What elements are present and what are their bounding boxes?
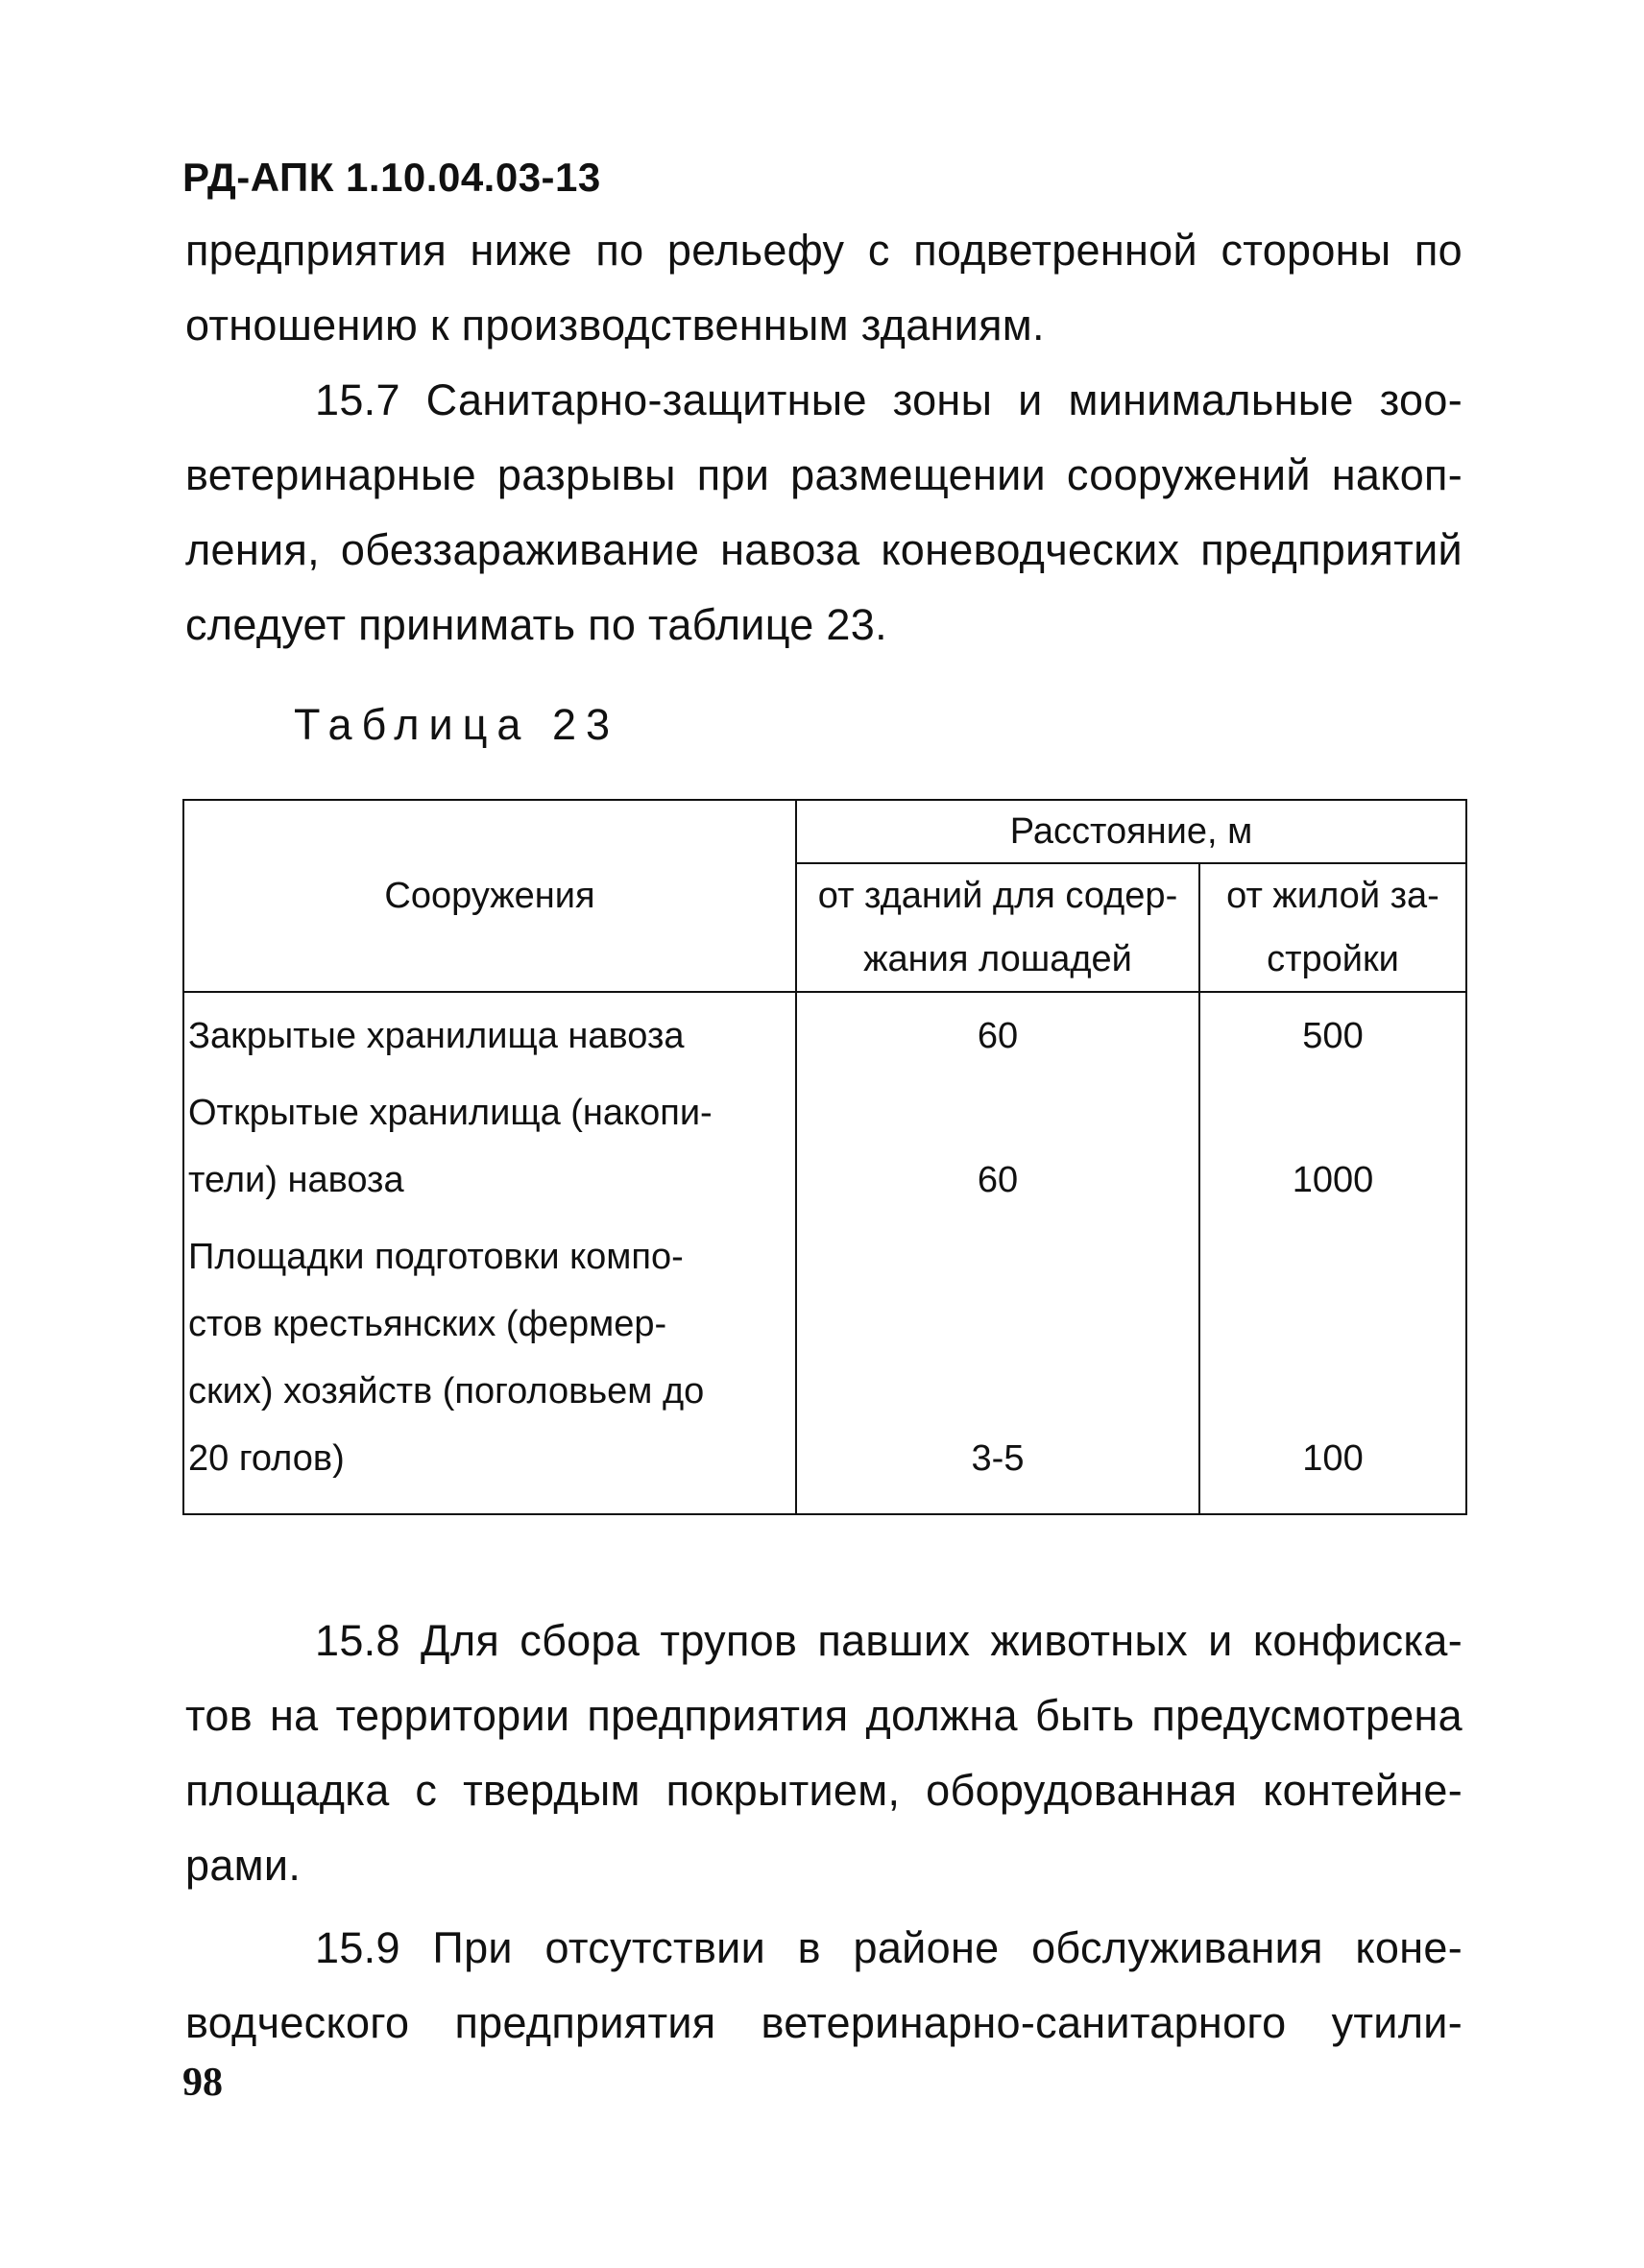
table-row [183,1070,1466,1214]
text-line: водческого предприятия ветеринарно-санитарного утили- [185,1998,1463,2047]
intro-paragraph [185,213,1463,363]
text-line: 15.7 Санитарно-защитные зоны и минимальные зоо- [315,375,1463,424]
cell-line: Открытые хранилища (накопи- [188,1093,713,1133]
header-line: от жилой за- [1226,876,1439,916]
text-line: площадка с твердым покрытием, оборудованная контейне- [185,1766,1463,1815]
column-header-structures: Сооружения [183,800,796,992]
cell-line: Закрытые хранилища навоза [188,1016,685,1056]
distance-from-buildings-cell: 60 [796,1070,1199,1214]
distance-table [182,799,1467,1515]
table-row [183,1214,1466,1514]
cell-line: стов крестьянских (фермер- [188,1304,667,1344]
structure-name-cell [183,1214,796,1514]
paragraph-15-8 [185,1604,1463,1903]
cell-line: ских) хозяйств (поголовьем до [188,1371,705,1411]
paragraph-15-7 [185,363,1463,663]
page-number: 98 [182,2061,223,2105]
distance-from-buildings-cell: 60 [796,992,1199,1070]
column-header-from-residential [1199,863,1466,992]
text-line: 15.9 При отсутствии в районе обслуживания коне- [315,1923,1463,1972]
distance-from-residential-cell: 1000 [1199,1070,1466,1214]
distance-from-residential-cell: 500 [1199,992,1466,1070]
cell-line: тели) навоза [188,1160,404,1200]
text-line: ления, обеззараживание навоза коневодческих предприятий [185,525,1463,574]
text-line: тов на территории предприятия должна быть предусмотрена [185,1691,1463,1740]
cell-line: Площадки подготовки компо- [188,1237,684,1277]
header-line: жания лошадей [863,939,1132,979]
document-code-header: РД-АПК 1.10.04.03-13 [182,155,601,200]
column-group-distance: Расстояние, м [796,800,1466,863]
table-row [183,992,1466,1070]
cell-line: 20 голов) [188,1438,345,1479]
text-line: предприятия ниже по рельефу с подветренной стороны по [185,226,1463,275]
text-line: следует принимать по таблице 23. [185,600,887,649]
header-line: стройки [1267,939,1399,979]
structure-name-cell [183,992,796,1070]
table-caption: Таблица 23 [294,700,619,749]
paragraph-15-9 [185,1911,1463,2061]
text-line: ветеринарные разрывы при размещении сооружений накоп- [185,450,1463,499]
distance-from-buildings-cell: 3-5 [796,1214,1199,1514]
header-line: от зданий для содер- [817,876,1178,916]
column-header-from-horse-buildings [796,863,1199,992]
structure-name-cell [183,1070,796,1214]
text-line: 15.8 Для сбора трупов павших животных и конфиска- [315,1616,1463,1665]
distance-from-residential-cell: 100 [1199,1214,1466,1514]
text-line: отношению к производственным зданиям. [185,301,1045,350]
text-line: рами. [185,1841,302,1890]
